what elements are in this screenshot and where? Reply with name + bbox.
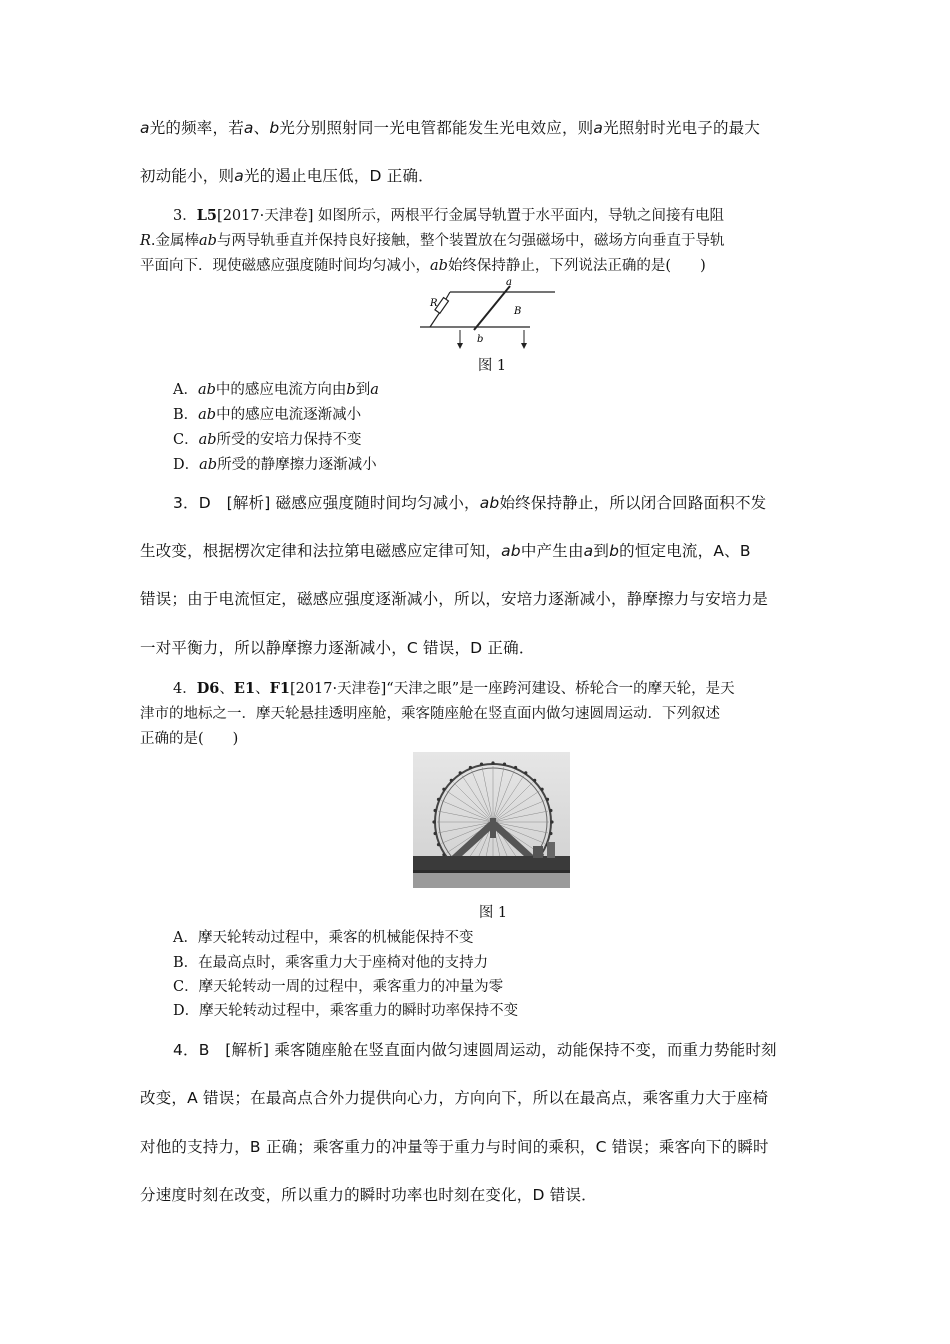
background-building bbox=[533, 846, 543, 858]
wheel-cabin bbox=[442, 853, 445, 856]
label-a: a bbox=[506, 277, 512, 288]
wheel-cabin bbox=[514, 766, 517, 769]
q4-answer-line-1: 4．B [解析] 乘客随座舱在竖直面内做匀速圆周运动，动能保持不变，而重力势能时刻 bbox=[173, 1041, 777, 1059]
q4-stem-line-3: 正确的是( ) bbox=[140, 731, 239, 747]
wheel-cabin bbox=[549, 832, 552, 835]
q3-figure-caption: 图 1 bbox=[477, 358, 507, 374]
q3-stem-line-1: 3．L5[2017·天津卷] 如图所示，两根平行金属导轨置于水平面内，导轨之间接有电阻 bbox=[173, 207, 724, 224]
wheel-cabin bbox=[437, 843, 440, 846]
wheel-cabin bbox=[541, 788, 544, 791]
q3-option-b: B．ab中的感应电流逐渐减小 bbox=[173, 407, 362, 423]
background-tower bbox=[547, 842, 555, 858]
q3-answer-line-2: 生改变，根据楞次定律和法拉第电磁感应定律可知，ab中产生由a到b的恒定电流，A、B bbox=[140, 542, 751, 560]
q3-stem-line-3: 平面向下．现使磁感应强度随时间均匀减小，ab始终保持静止，下列说法正确的是( ) bbox=[140, 258, 706, 274]
wheel-cabin bbox=[459, 771, 462, 774]
wheel-cabin bbox=[533, 779, 536, 782]
field-arrow-1-head bbox=[457, 343, 463, 349]
wheel-cabin bbox=[480, 763, 483, 766]
wheel-cabin bbox=[491, 761, 494, 764]
q4-option-c: C．摩天轮转动一周的过程中，乘客重力的冲量为零 bbox=[173, 979, 504, 995]
wheel-cabin bbox=[549, 809, 552, 812]
label-b: b bbox=[477, 334, 484, 345]
q3-option-d: D．ab所受的静摩擦力逐渐减小 bbox=[173, 457, 377, 473]
prev-answer-line-1: a光的频率，若a、b光分别照射同一光电管都能发生光电效应，则a光照射时光电子的最大 bbox=[140, 119, 761, 137]
wheel-cabin bbox=[434, 809, 437, 812]
wheel-cabin bbox=[442, 788, 445, 791]
resistor-lead-bottom bbox=[430, 312, 440, 327]
prev-answer-line-2: 初动能小，则a光的遏止电压低，D 正确． bbox=[140, 167, 434, 185]
bridge-deck bbox=[413, 856, 570, 870]
wheel-cabin bbox=[450, 779, 453, 782]
q4-option-a: A．摩天轮转动过程中，乘客的机械能保持不变 bbox=[173, 930, 474, 946]
wheel-cabin bbox=[434, 832, 437, 835]
wheel-cabin bbox=[469, 766, 472, 769]
ferris-wheel-photo bbox=[413, 752, 570, 888]
q3-answer-line-4: 一对平衡力，所以静摩擦力逐渐减小，C 错误，D 正确． bbox=[140, 639, 535, 657]
bridge-shadow bbox=[413, 870, 570, 873]
metal-rod-ab bbox=[474, 286, 510, 330]
wheel-cabin bbox=[550, 820, 553, 823]
field-arrow-2-head bbox=[521, 343, 527, 349]
q4-stem-line-1: 4．D6、E1、F1[2017·天津卷]“天津之眼”是一座跨河建设、桥轮合一的摩天轮，是天 bbox=[173, 680, 735, 697]
label-B: B bbox=[514, 306, 522, 317]
wheel-cabin bbox=[546, 798, 549, 801]
q3-circuit-figure bbox=[420, 272, 560, 352]
wheel-cabin bbox=[524, 771, 527, 774]
hub-support bbox=[490, 818, 496, 838]
q4-option-b: B．在最高点时，乘客重力大于座椅对他的支持力 bbox=[173, 955, 489, 971]
q3-stem-line-2: R.金属棒ab与两导轨垂直并保持良好接触，整个装置放在匀强磁场中，磁场方向垂直于导轨 bbox=[140, 233, 725, 249]
q3-option-c: C．ab所受的安培力保持不变 bbox=[173, 432, 362, 448]
wheel-cabin bbox=[503, 763, 506, 766]
resistor-lead-top bbox=[446, 292, 450, 299]
q4-answer-line-4: 分速度时刻在改变，所以重力的瞬时功率也时刻在变化，D 错误． bbox=[140, 1186, 597, 1204]
q3-answer-line-1: 3．D [解析] 磁感应强度随时间均匀减小，ab始终保持静止，所以闭合回路面积不发 bbox=[173, 494, 767, 512]
q4-stem-line-2: 津市的地标之一．摩天轮悬挂透明座舱，乘客随座舱在竖直面内做匀速圆周运动．下列叙述 bbox=[140, 706, 720, 722]
q4-option-d: D．摩天轮转动过程中，乘客重力的瞬时功率保持不变 bbox=[173, 1003, 519, 1019]
wheel-cabin bbox=[437, 798, 440, 801]
q4-figure-caption: 图 1 bbox=[478, 905, 508, 921]
wheel-cabin bbox=[432, 820, 435, 823]
q3-answer-line-3: 错误；由于电流恒定，磁感应强度逐渐减小，所以，安培力逐渐减小，静摩擦力与安培力是 bbox=[140, 590, 769, 608]
label-R: R bbox=[430, 298, 438, 309]
q4-answer-line-3: 对他的支持力，B 正确；乘客重力的冲量等于重力与时间的乘积，C 错误；乘客向下的瞬时 bbox=[140, 1138, 769, 1156]
q4-answer-line-2: 改变，A 错误；在最高点合外力提供向心力，方向向下，所以在最高点，乘客重力大于座椅 bbox=[140, 1089, 769, 1107]
q3-option-a: A．ab中的感应电流方向由b到a bbox=[173, 382, 379, 398]
